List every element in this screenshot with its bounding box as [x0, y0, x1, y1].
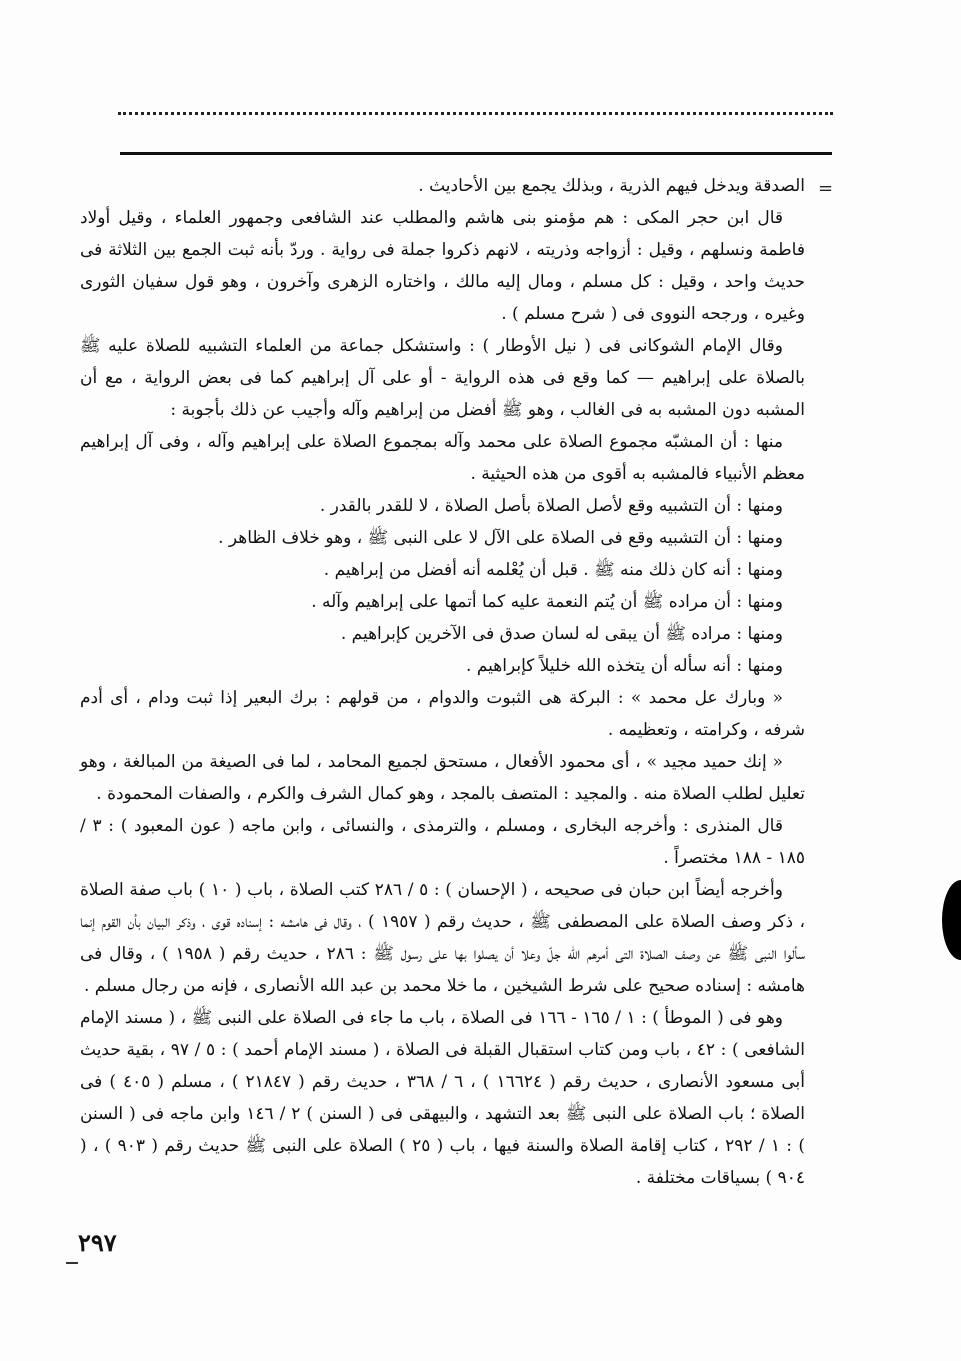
paragraph: قال ابن حجر المكى : هم مؤمنو بنى هاشم والمطلب عند الشافعى وجمهور العلماء ، وقيل أولاد فاطمة ونسلهم ، وقيل : أزواجه وذريته ، لانهم ذكروا جملة فى رواية . وردّ بأنه ثبت الجمع بين الثلاثة فى حديث واحد ، وقيل : كل مسلم ، ومال إليه مالك ، واختاره الزهرى وآخرون ، وهو قول سفيان الثورى وغيره ، ورجحه النووى فى ( شرح مسلم ) . — [80, 208, 805, 324]
list-item: ومنها : أنه كان ذلك منه ﷺ . قبل أن يُعْلمه أنه أفضل من إبراهيم . — [323, 560, 783, 580]
paragraph: « إنك حميد مجيد » ، أى محمود الأفعال ، مستحق لجميع المحامد ، لما فى الصيغة من المبالغة ، وهو تعليل لطلب الصلاة منه . والمجيد : المتصف بالمجد ، وهو كمال الشرف والكرم ، والصفات المحمودة . — [80, 752, 805, 804]
list-item: ومنها : مراده ﷺ أن يبقى له لسان صدق فى الآخرين كإبراهيم . — [340, 624, 783, 644]
paragraph: وقال الإمام الشوكانى فى ( نيل الأوطار ) : واستشكل جماعة من العلماء التشبيه للصلاة عليه ﷺ بالصلاة على إبراهيم — كما وقع فى هذه الرواية - أو على آل إبراهيم كما فى بعض الرواية ، مع أن المشبه دون المشبه به فى الغالب ، وهو ﷺ أفضل من إبراهيم وآله وأجيب عن ذلك بأجوبة : — [80, 336, 805, 420]
paragraph: وأخرجه أيضاً ابن حبان فى صحيحه ، ( الإحسان ) : ٥ / ٢٨٦ كتب الصلاة ، باب ( ١٠ ) باب صفة الصلاة ، ذكر وصف الصلاة على المصطفى ﷺ ، حديث رقم ( ١٩٥٧ ) ، وقال فى هامشه : إسناده قوى ، وذكر البيان بأن القوم إنما سألوا النبى ﷺ عن وصف الصلاة التى أمرهم الله جلّ وعلا أن يصلوا بها على رسول ﷺ : ٢٨٦ ، حديث رقم ( ١٩٥٨ ) ، وقال فى هامشه : إسناده صحيح على شرط الشيخين ، ما خلا محمد بن عبد الله الأنصارى ، فإنه من رجال مسلم . — [80, 880, 806, 996]
list-item: ومنها : أن التشبيه وقع فى الصلاة على الآل لا على النبى ﷺ ، وهو خلاف الظاهر . — [218, 528, 783, 548]
continuation-mark: = — [818, 178, 834, 199]
paragraph: الصدقة ويدخل فيهم الذرية ، وبذلك يجمع بين الأحاديث . — [418, 176, 805, 196]
list-item: ومنها : أن مراده ﷺ أن يُتم النعمة عليه كما أتمها على إبراهيم وآله . — [311, 592, 783, 612]
list-item: ومنها : أنه سأله أن يتخذه الله خليلاً كإبراهيم . — [466, 656, 783, 676]
page-number-dash — [66, 1262, 78, 1264]
main-text — [80, 170, 805, 1194]
page-number: ٢٩٧ — [78, 1228, 117, 1257]
margin-mark — [942, 880, 961, 960]
paragraph: وهو فى ( الموطأ ) : ١ / ١٦٥ - ١٦٦ فى الصلاة ، باب ما جاء فى الصلاة على النبى ﷺ ، ( مسند الإمام الشافعى ) : ٤٢ ، باب ومن كتاب استقبال القبلة فى الصلاة ، ( مسند الإمام أحمد ) : ٥ / ٩٧ ، بقية حديث أبى مسعود الأنصارى ، حديث رقم ( ١٦٦٢٤ ) ، ٦ / ٣٦٨ ، حديث رقم ( ٢١٨٤٧ ) ، مسلم ( ٤٠٥ ) فى الصلاة ؛ باب الصلاة على النبى ﷺ بعد التشهد ، والبيهقى فى ( السنن ) ٢ / ١٤٦ وابن ماجه فى ( السنن ) : ١ / ٢٩٢ ، كتاب إقامة الصلاة والسنة فيها ، باب ( ٢٥ ) الصلاة على النبى ﷺ حديث رقم ( ٩٠٣ ) ، ( ٩٠٤ ) بسياقات مختلفة . — [80, 1008, 805, 1188]
list-item: منها : أن المشبّه مجموع الصلاة على محمد وآله بمجموع الصلاة على إبراهيم وآله ، وفى آل إبراهيم معظم الأنبياء فالمشبه به أقوى من هذه الحيثية . — [80, 432, 805, 484]
paragraph: قال المنذرى : وأخرجه البخارى ، ومسلم ، والترمذى ، والنسائى ، وابن ماجه ( عون المعبود ) : ٣ / ١٨٥ - ١٨٨ مختصراً . — [80, 816, 805, 868]
header-rule — [120, 152, 832, 155]
paragraph: « وبارك عل محمد » : البركة هى الثبوت والدوام ، من قولهم : برك البعير إذا ثبت ودام ، أى أدم شرفه ، وكرامته ، وتعظيمه . — [80, 688, 805, 740]
dotted-separator — [118, 112, 833, 115]
list-item: ومنها : أن التشبيه وقع لأصل الصلاة بأصل الصلاة ، لا للقدر بالقدر . — [319, 496, 783, 516]
